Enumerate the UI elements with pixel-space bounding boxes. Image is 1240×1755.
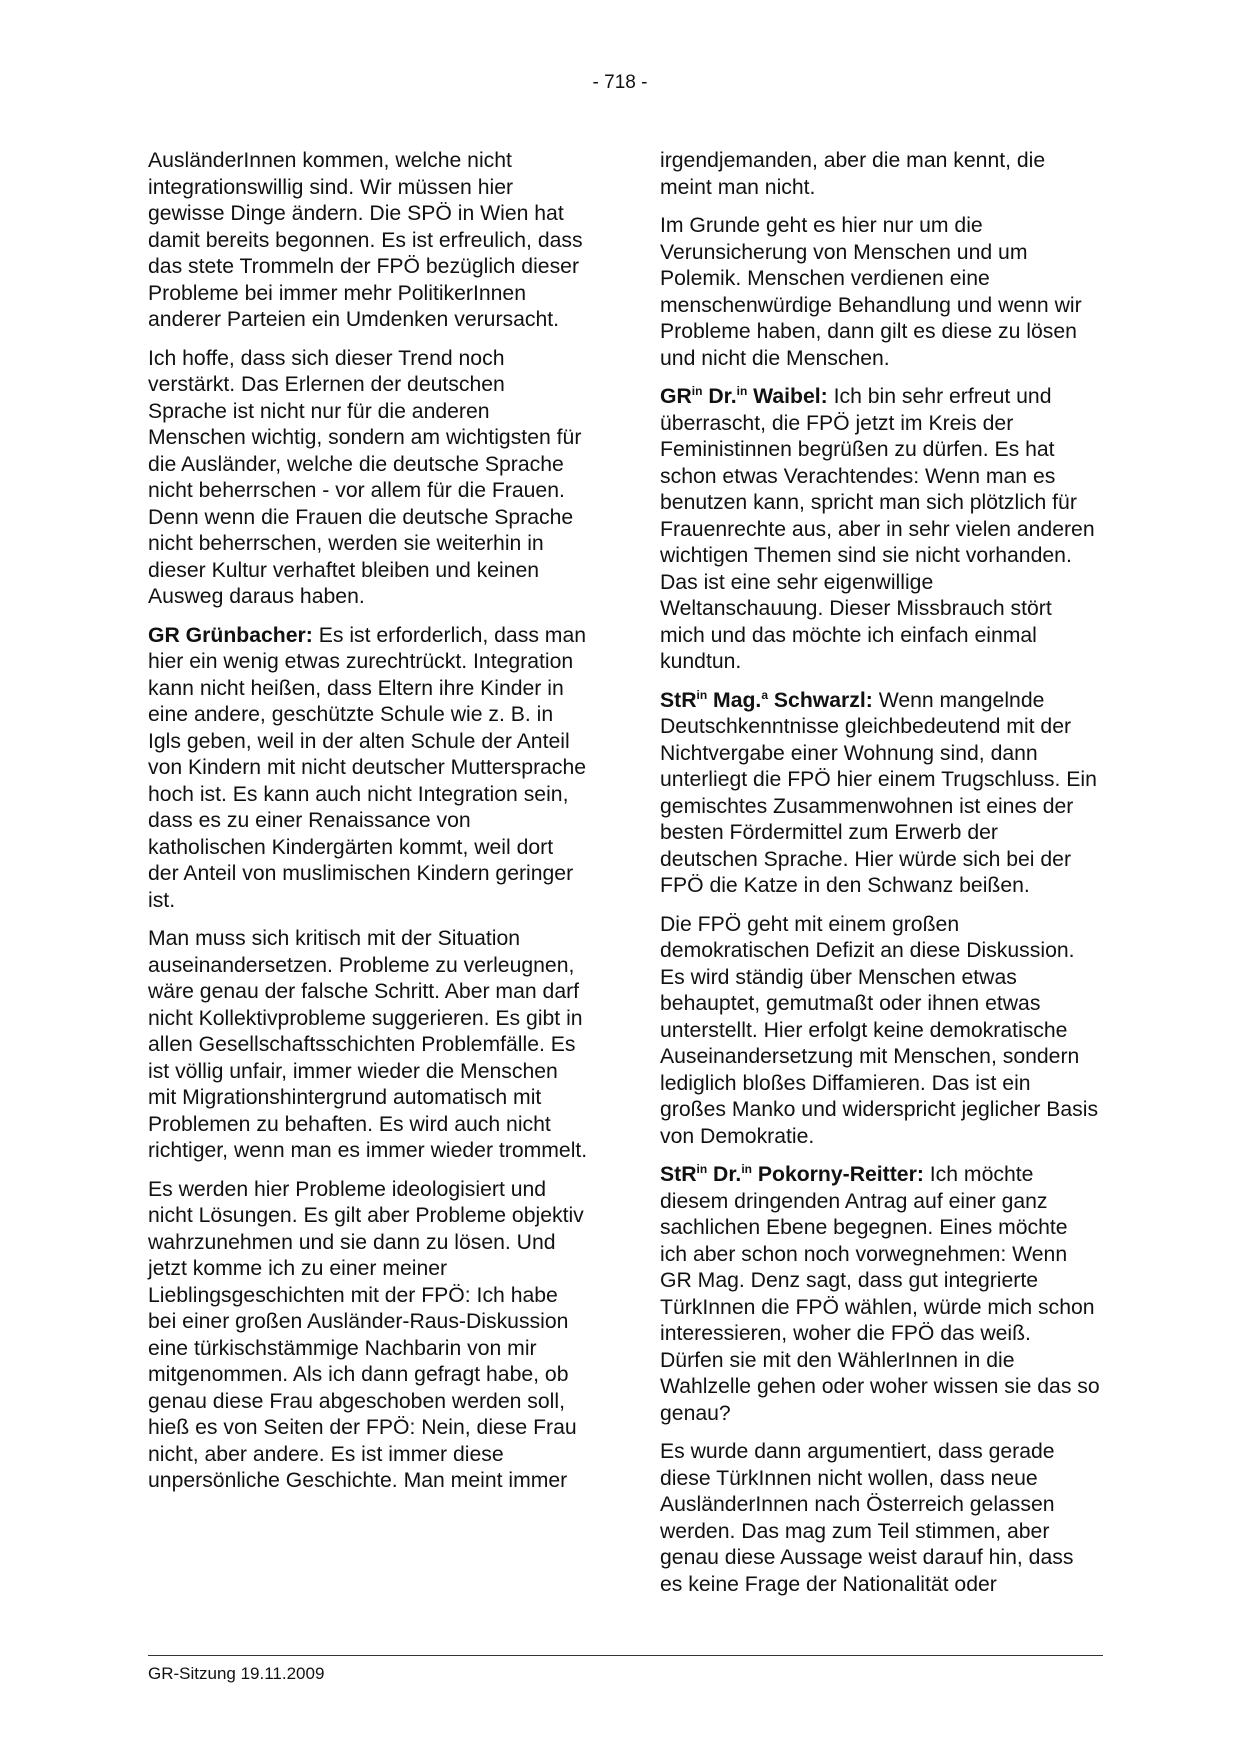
speech-text: Wenn mangelnde Deutschkenntnisse gleichbedeutend mit der Nichtvergabe einer Wohnung sind, dann unterliegt die FPÖ hier einem Trugschluss. Ein gemischtes Zusammenwohnen ist eines der besten Fördermittel zum Erwerb der deutschen Sprache. Hier würde sich bei der FPÖ die Katze in den Schwanz beißen. bbox=[660, 688, 1097, 897]
speech-text: Es ist erforderlich, dass man hier ein wenig etwas zurechtrückt. Integration kann nicht heißen, dass Eltern ihre Kinder in eine andere, geschützte Schule wie z. B. in Igls geben, weil in der alten Schule der Anteil von Kindern mit nicht deutscher Muttersprache hoch ist. Es kann auch nicht Integration sein, dass es zu einer Renaissance von katholischen Kindergärten kommt, weil dort der Anteil von muslimischen Kindern geringer ist. bbox=[148, 623, 587, 912]
speech-text: Ich möchte diesem dringenden Antrag auf einer ganz sachlichen Ebene begegnen. Eines möchte ich aber schon noch vorwegnehmen: Wenn GR Mag. Denz sagt, dass gut integrierte TürkInnen die FPÖ wählen, würde mich schon interessieren, woher die FPÖ das weiß. Dürfen sie mit den WählerInnen in die Wahlzelle gehen oder woher wissen sie das so genau? bbox=[660, 1163, 1100, 1425]
paragraph: Die FPÖ geht mit einem großen demokratischen Defizit an diese Diskussion. Es wird ständig über Menschen etwas behauptet, gemutmaßt oder ihnen etwas unterstellt. Hier erfolgt keine demokratische Auseinandersetzung mit Menschen, sondern lediglich bloßes Diffamieren. Das ist ein großes Manko und widerspricht jeglicher Basis von Demokratie. bbox=[660, 912, 1099, 1148]
paragraph: Ich hoffe, dass sich dieser Trend noch verstärkt. Das Erlernen der deutschen Sprache ist nicht nur für die anderen Menschen wichtig, sondern am wichtigsten für die Ausländer, welche die deutsche Sprache nicht beherrschen - vor allem für die Frauen. Denn wenn die Frauen die deutsche Sprache nicht beherrschen, werden sie weiterhin in dieser Kultur verhaftet bleiben und keinen Ausweg daraus haben. bbox=[148, 346, 582, 608]
speaker-name: StR$^{in}$ Dr.$^{in}$ Pokorny-Reitter: bbox=[660, 1161, 924, 1186]
speech-paragraph bbox=[148, 623, 588, 915]
speaker-name: $GR^{in}$ Dr.$^{in}$ Waibel: bbox=[660, 383, 828, 408]
right-column bbox=[660, 148, 1100, 1610]
paragraph: Es wurde dann argumentiert, dass gerade diese TürkInnen nicht wollen, dass neue AusländerInnen nach Österreich gelassen werden. Das mag zum Teil stimmen, aber genau diese Aussage weist darauf hin, dass es keine Frage der Nationalität oder bbox=[660, 1440, 1074, 1596]
paragraph: Es werden hier Probleme ideologisiert und nicht Lösungen. Es gilt aber Probleme objektiv wahrzunehmen und sie dann zu lösen. Und jetzt komme ich zu einer meiner Lieblingsgeschichten mit der FPÖ: Ich habe bei einer großen Ausländer-Raus-Diskussion eine türkischstämmige Nachbarin von mir mitgenommen. Als ich dann gefragt habe, ob genau diese Frau abgeschoben werden soll, hieß es von Seiten der FPÖ: Nein, diese Frau nicht, aber andere. Es ist immer diese unpersönliche Geschichte. Man meint immer bbox=[148, 1177, 584, 1492]
paragraph: AusländerInnen kommen, welche nicht integrationswillig sind. Wir müssen hier gewisse Dinge ändern. Die SPÖ in Wien hat damit bereits begonnen. Es ist erfreulich, dass das stete Trommeln der FPÖ bezüglich dieser Probleme bei immer mehr PolitikerInnen anderer Parteien ein Umdenken verursacht. bbox=[148, 149, 583, 331]
speaker-name: StR$^{in}$ Mag.$^a$ Schwarzl: bbox=[660, 687, 873, 712]
paragraph: Man muss sich kritisch mit der Situation auseinandersetzen. Probleme zu verleugnen, wäre genau der falsche Schritt. Aber man darf nicht Kollektivprobleme suggerieren. Es gibt in allen Gesellschaftsschichten Problemfälle. Es ist völlig unfair, immer wieder die Menschen mit Migrationshintergrund automatisch mit Problemen zu behaften. Es wird auch nicht richtiger, wenn man es immer wieder trommelt. bbox=[148, 927, 588, 1162]
left-column bbox=[148, 148, 588, 1507]
footer-session-date: GR-Sitzung 19.11.2009 bbox=[148, 1664, 325, 1683]
speech-text: Ich bin sehr erfreut und überrascht, die FPÖ jetzt im Kreis der Feministinnen begrüßen zu dürfen. Es hat schon etwas Verachtendes: Wenn man es benutzen kann, spricht man sich plötzlich für Frauenrechte aus, aber in sehr vielen anderen wichtigen Themen sind sie nicht vorhanden. Das ist eine sehr eigenwillige Weltanschauung. Dieser Missbrauch stört mich und das möchte ich einfach einmal kundtun. bbox=[660, 385, 1095, 673]
speech-paragraph bbox=[660, 688, 1100, 900]
footer-divider bbox=[148, 1655, 1103, 1656]
paragraph: Im Grunde geht es hier nur um die Verunsicherung von Menschen und um Polemik. Menschen verdienen eine menschenwürdige Behandlung und wenn wir Probleme haben, dann gilt es diese zu lösen und nicht die Menschen. bbox=[660, 214, 1082, 370]
paragraph: irgendjemanden, aber die man kennt, die meint man nicht. bbox=[660, 149, 1046, 199]
speaker-name: GR Grünbacher: bbox=[148, 623, 313, 647]
speech-paragraph bbox=[660, 384, 1100, 676]
speech-paragraph bbox=[660, 1162, 1100, 1427]
page-number: - 718 - bbox=[592, 72, 648, 93]
